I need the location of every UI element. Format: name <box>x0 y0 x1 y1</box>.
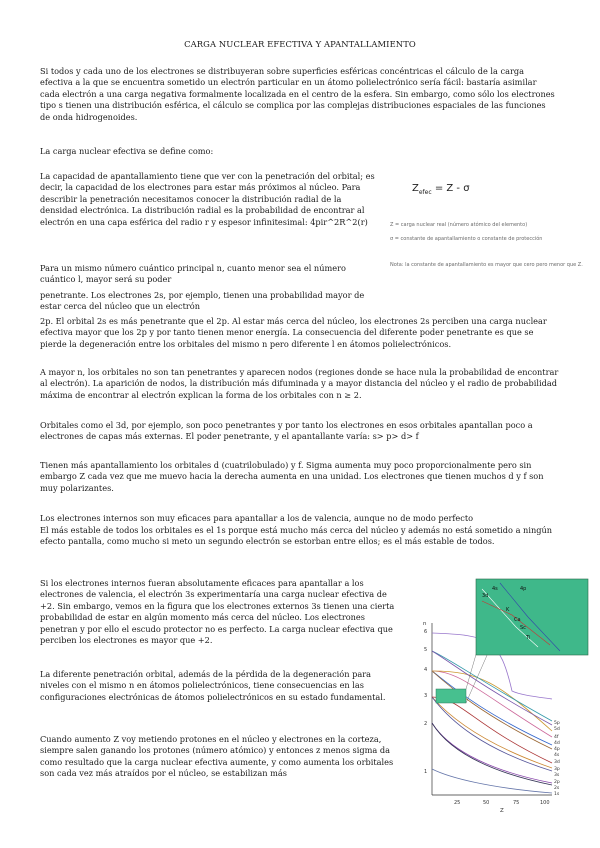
definition-z: Z = carga nuclear real (número atómico del elemento) <box>390 222 528 228</box>
inset-label: Sc <box>520 625 526 631</box>
curve-label: 4s <box>554 753 560 758</box>
paragraph-quantum-number: Para un mismo número cuántico principal n, cuanto menor sea el número cuántico l, mayor será su poder <box>40 263 346 285</box>
curve-4d <box>432 671 552 737</box>
y-tick: 3 <box>424 693 428 699</box>
paragraph-increasing-z: Cuando aumento Z voy metiendo protones en el núcleo y electrones en la corteza, siempre salen ganando los protones (número atómico) y entonces z menos sigma da como resultado que la carga nuclear efectiva aumente, y como aumenta los orbitales son cada vez más atraídos por el núcleo, se estabilizan más <box>40 734 394 779</box>
page-title: CARGA NUCLEAR EFECTIVA Y APANTALLAMIENTO <box>184 39 416 49</box>
paragraph-nodes: A mayor n, los orbitales no son tan penetrantes y aparecen nodos (regiones donde se hace nula la probabilidad de encontrar al electrón). La aparición de nodos, la distribución más difuminada y a mayor distancia del núcleo y el radio de probabilidad máxima de encontrar al electrón explican la forma de los orbitales con n ≥ 2. <box>40 367 559 400</box>
curve-label: 3p <box>554 767 560 772</box>
curve-4s <box>432 671 552 745</box>
y-tick: 6 <box>424 629 428 635</box>
curve-3d <box>432 697 552 763</box>
paragraph-3d-shielding: Orbitales como el 3d, por ejemplo, son poco penetrantes y por tanto los electrones en esos orbitales apantallan poco a electrones de capas más externas. El poder penetrante, y el apantallante varía: s> p> d> f <box>40 420 533 442</box>
inset-label: Ca <box>514 617 521 623</box>
y-axis-label: n <box>423 621 427 627</box>
inset-label: K <box>506 607 510 613</box>
paragraph-d-f-shielding: Tienen más apantallamiento los orbitales d (cuatrilobulado) y f. Sigma aumenta muy poco proporcionalmente pero sin embargo Z cada vez que me muevo hacia la derecha aumenta en una unidad. Los electrones que tienen muchos d y f son muy polarizantes. <box>40 460 544 493</box>
x-tick: 75 <box>513 800 520 806</box>
paragraph-penetration: La capacidad de apantallamiento tiene que ver con la penetración del orbital; es decir, la capacidad de los electrones para estar más próximos al núcleo. Para describir la penetración necesitamos conocer la distribución radial de la densidad electrónica. La distribución radial es la probabilidad de encontrar al electrón en una capa esférica del radio r y espesor infinitesimal: 4pir^2R^2(r) <box>40 171 375 227</box>
inset-label: 4p <box>520 586 527 592</box>
highlight-region <box>436 689 466 703</box>
paragraph-definition-lead: La carga nuclear efectiva se define como: <box>40 146 214 156</box>
paragraph-2p-energy: 2p. El orbital 2s es más penetrante que el 2p. Al estar más cerca del núcleo, los electrones 2s perciben una carga nuclear efectiva mayor que los 2p y por tanto tienen menor energía. La consecuencia del diferente poder penetrante es que se pierde la degeneración entre los orbitales del mismo n pero diferente l en átomos polielectrónicos. <box>40 316 547 349</box>
orbital-energy-figure <box>420 573 592 813</box>
formula-rhs: = Z - σ <box>434 183 470 194</box>
paragraph-penetrating-2s: penetrante. Los electrones 2s, por ejemplo, tienen una probabilidad mayor de estar cerca del núcleo que un electrón <box>40 290 365 312</box>
curve-label: 2p <box>554 780 560 785</box>
curve-label: 5p <box>554 721 560 726</box>
paragraph-1s-stability: El más estable de todos los orbitales es el 1s porque está mucho más cerca del núcleo y además no está sometido a ningún efecto pantalla, como mucho si meto un segundo electrón se estorban entre ellos; es el más estable de todos. <box>40 525 553 547</box>
curve-label: 4f <box>554 735 559 740</box>
y-tick: 2 <box>424 721 428 727</box>
curve-label: 5d <box>554 727 560 732</box>
paragraph-3s-effective-charge: Si los electrones internos fueran absolutamente eficaces para apantallar a los electrones de valencia, el electrón 3s experimentaría una carga nuclear efectiva de +2. Sin embargo, vemos en la figura que los electrones externos 3s tienen una cierta probabilidad de estar en algún momento más cerca del núcleo. Los electrones penetran y por ello el escudo protector no es perfecto. La carga nuclear efectiva que perciben los electrones es mayor que +2. <box>40 578 395 646</box>
curve-label: 3s <box>554 773 560 778</box>
definition-sigma: σ = constante de apantallamiento o constante de protección <box>390 236 543 242</box>
x-tick: 100 <box>540 800 550 806</box>
paragraph-inner-electrons: Los electrones internos son muy eficaces para apantallar a los de valencia, aunque no de modo perfecto <box>40 513 474 523</box>
x-axis-label: Z <box>500 808 504 813</box>
sigma-note: Nota: la constante de apantallamiento es mayor que cero pero menor que Z. <box>390 262 583 268</box>
y-tick: 4 <box>424 667 428 673</box>
curve-4p <box>432 671 552 749</box>
curve-label: 3d <box>554 760 560 765</box>
curve-3s <box>432 697 552 768</box>
inset-label: 4s <box>492 586 498 592</box>
paragraph-intro: Si todos y cada uno de los electrones se distribuyeran sobre superficies esféricas concéntricas el cálculo de la carga efectiva a la que se encuentra sometido un electrón particular en un átomo polielectrónico sería fácil: bastaría asimilar cada electrón a una carga negativa formalmente localizada en el centro de la esfera. Sin embargo, como sólo los electrones tipo s tienen una distribución esférica, el cálculo se complica por las complejas distribuciones espaciales de las funciones de onda hidrogenoides. <box>40 66 555 122</box>
curve-label: 1s <box>554 792 560 797</box>
formula-lhs: Z <box>412 183 419 194</box>
paragraph-configurations: La diferente penetración orbital, además de la pérdida de la degeneración para niveles con el mismo n en átomos polielectrónicos, tiene consecuencias en las configuraciones electrónicas de átomos polielectrónicos en su estado fundamental. <box>40 669 386 702</box>
curve-2s <box>432 723 552 783</box>
curve-label: 4p <box>554 747 560 752</box>
y-tick: 5 <box>424 647 428 653</box>
curve-3p <box>432 697 552 771</box>
x-tick: 25 <box>454 800 461 806</box>
x-tick: 50 <box>483 800 490 806</box>
inset-label: Ti <box>526 635 531 641</box>
effective-charge-formula <box>412 183 470 196</box>
inset-label: 3d <box>482 593 489 599</box>
formula-subscript: efec <box>418 189 432 196</box>
y-tick: 1 <box>424 769 428 775</box>
curve-label: 4d <box>554 741 560 746</box>
curve-label: 2s <box>554 786 560 791</box>
